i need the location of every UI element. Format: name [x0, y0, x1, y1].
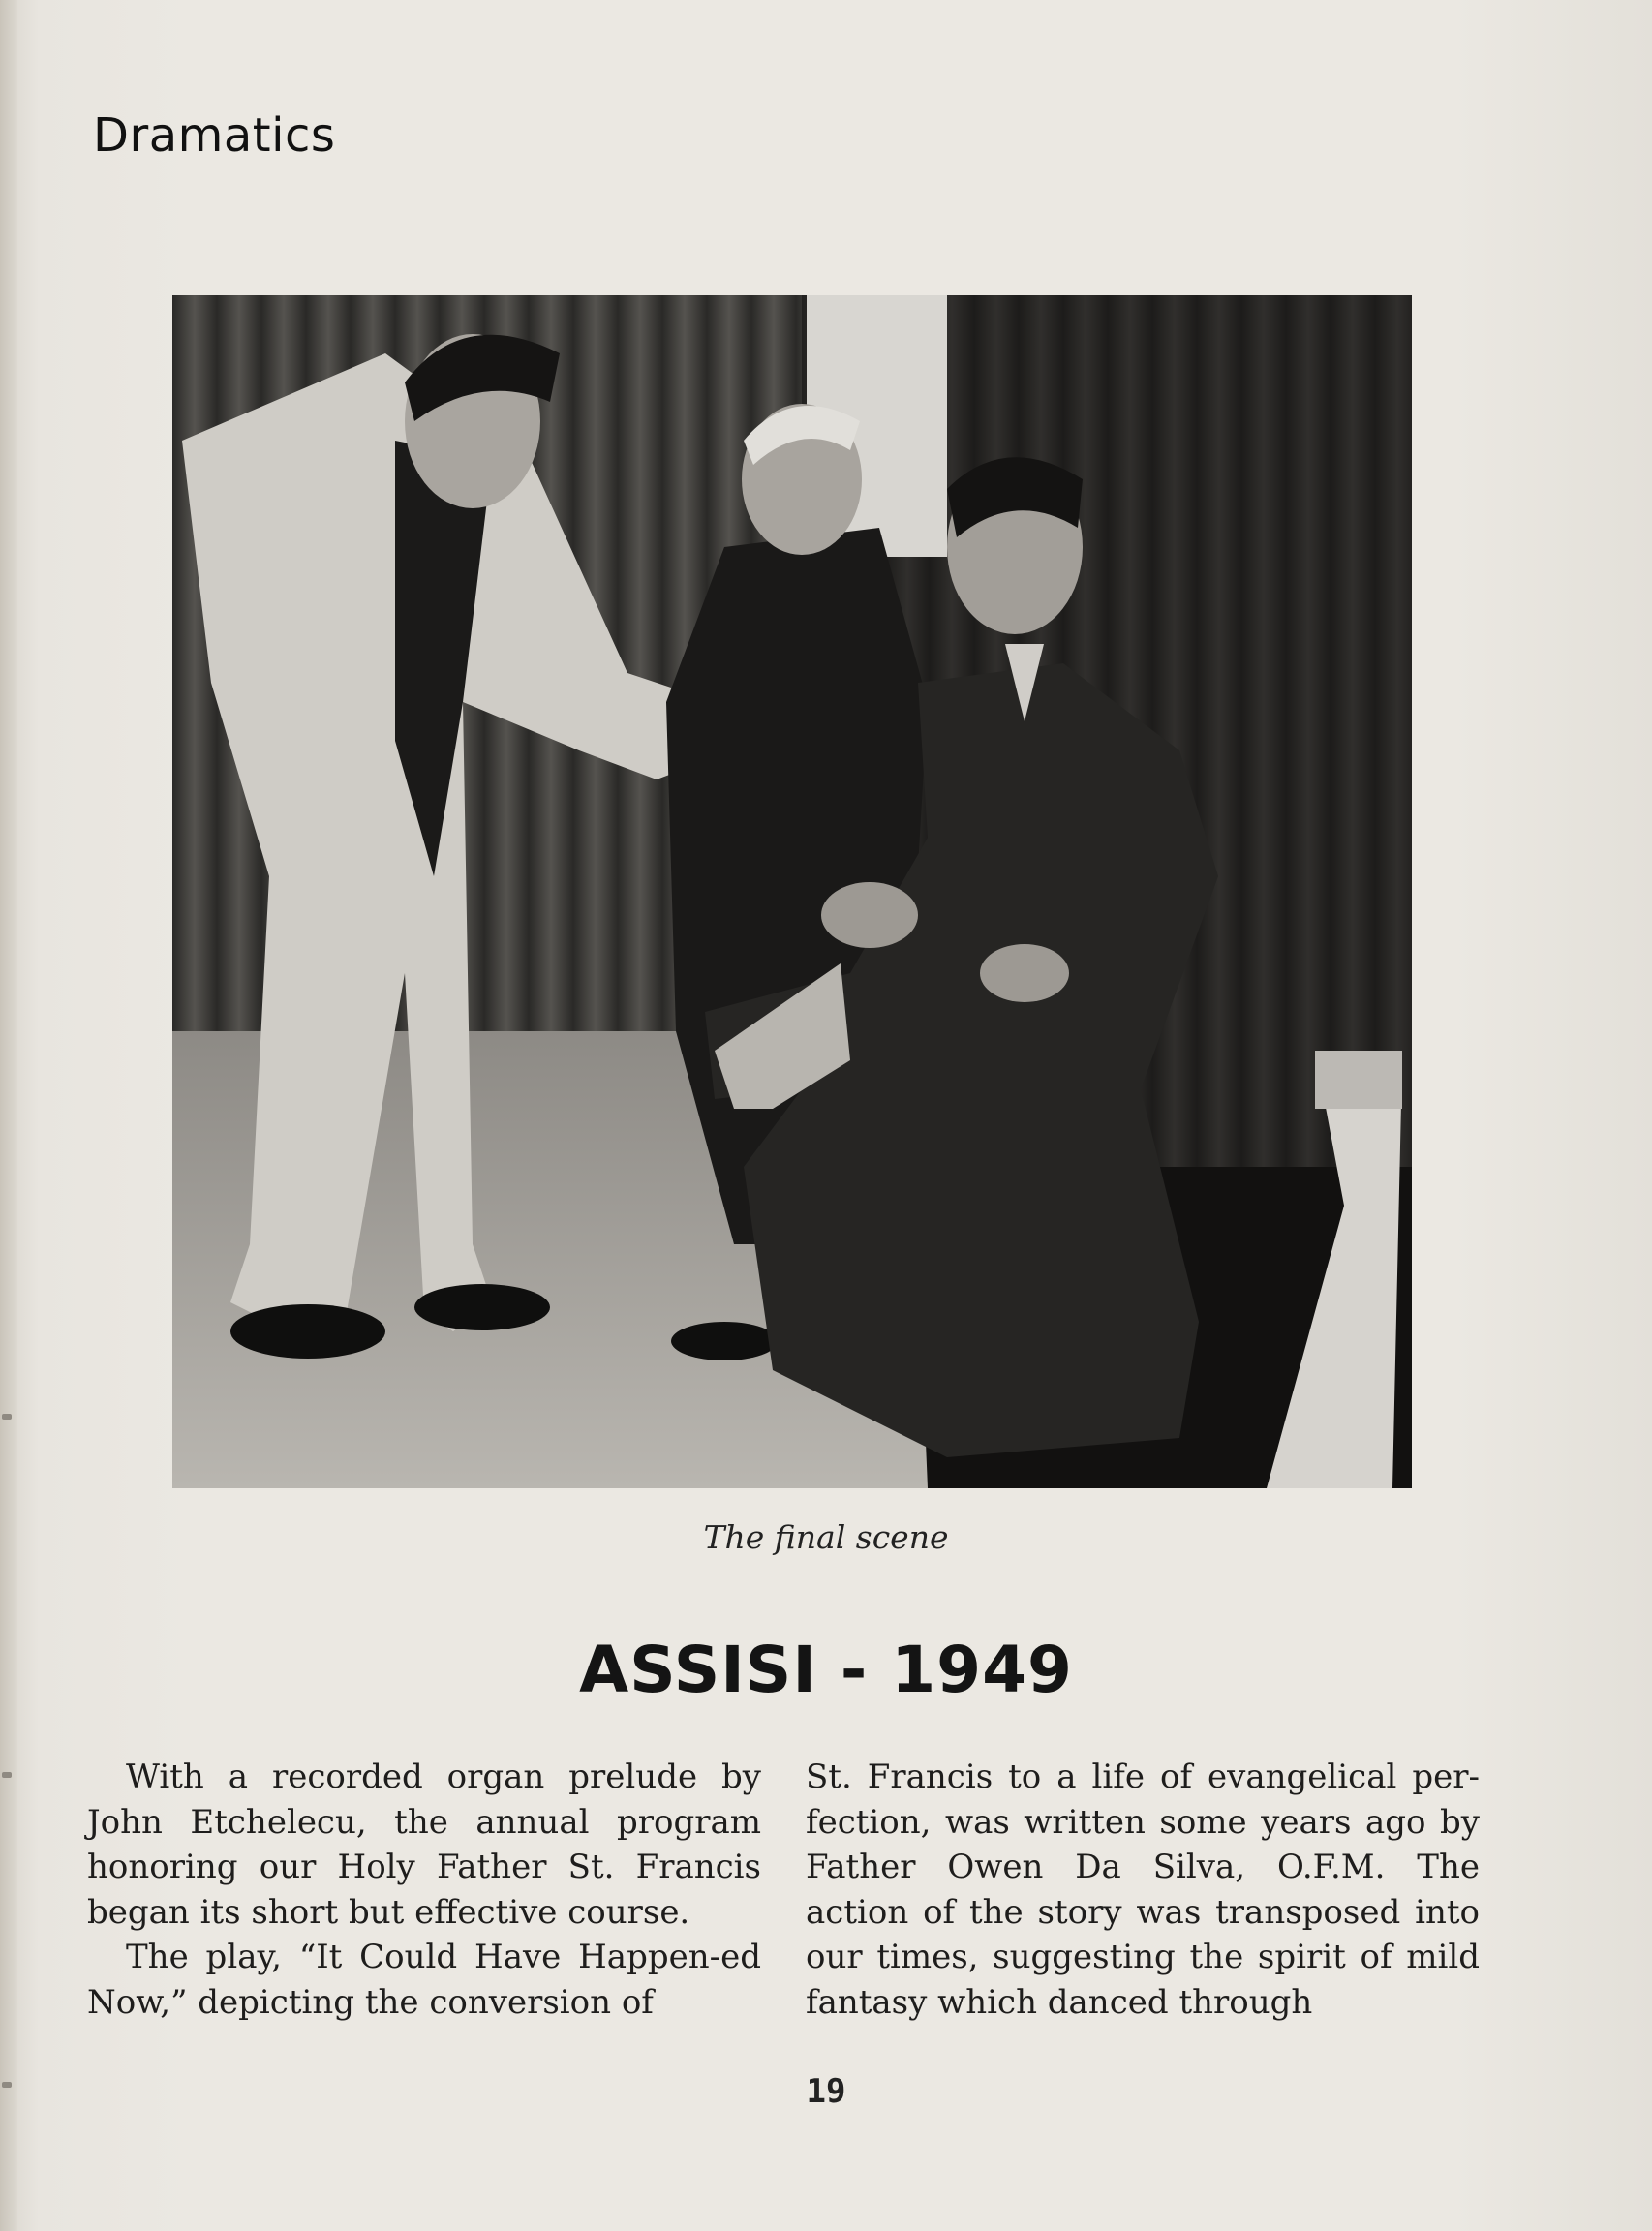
binding-stitch — [2, 1772, 12, 1778]
page-binding — [0, 0, 17, 2231]
photo-caption: The final scene — [703, 1518, 949, 1556]
article-column-left — [87, 1755, 761, 2025]
binding-stitch — [2, 1414, 12, 1420]
stage-photo-icon — [172, 295, 1412, 1488]
article-paragraph: With a recorded organ prelude by John Etchelecu, the annual program honoring our Holy Father St. Francis began its short but effective course. — [87, 1757, 761, 1932]
page-number: 19 — [806, 2072, 846, 2111]
stage-photo — [172, 295, 1412, 1488]
article-column-right — [806, 1755, 1480, 2025]
article-title: ASSISI - 1949 — [579, 1633, 1073, 1707]
section-heading: Dramatics — [93, 108, 336, 163]
article-paragraph: St. Francis to a life of evangelical per-fection, was written some years ago by Father Owen Da Silva, O.F.M. The action of the story was transposed into our times, suggesting the spirit of mild fantasy which danced through — [806, 1757, 1480, 2022]
article-paragraph: The play, “It Could Have Happen-ed Now,” depicting the conversion of — [87, 1938, 761, 2022]
